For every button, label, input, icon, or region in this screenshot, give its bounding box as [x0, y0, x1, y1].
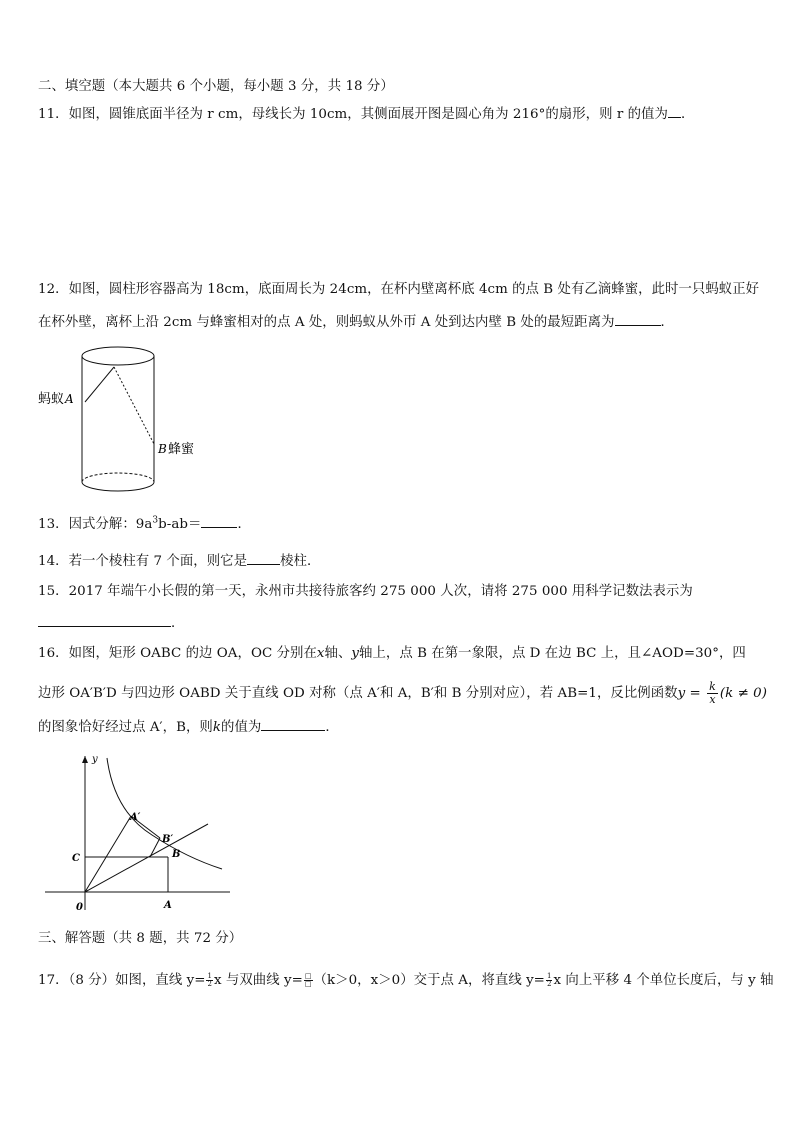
- question-16-text-1: 16．如图，矩形 OABC 的边 OA，OC 分别在: [38, 646, 317, 661]
- cylinder-top-rim: [82, 347, 154, 365]
- question-13-end: ．: [237, 517, 251, 532]
- question-12-end: ．: [660, 315, 674, 330]
- question-12-line-1: 12．如图，圆柱形容器高为 18cm，底面周长为 24cm，在杯内壁离杯底 4cm 的点 B 处有乙滴蜂蜜，此时一只蚂蚁正好: [38, 282, 760, 297]
- section-2-title: 二、填空题（本大题共 6 个小题，每小题 3 分，共 18 分）: [38, 79, 394, 94]
- question-17: [38, 972, 774, 990]
- question-16-end: ．: [325, 720, 339, 735]
- question-16-text-2: 轴、: [324, 646, 352, 661]
- question-16-text-3: 轴上，点 B 在第一象限，点 D 在边 BC 上，且∠AOD=30°，四: [359, 646, 746, 661]
- point-c-label: C: [72, 853, 80, 864]
- function-y: y: [677, 686, 686, 701]
- answer-blank-15[interactable]: [38, 613, 171, 627]
- y-axis-arrow: [82, 756, 88, 763]
- segment-b-prime-d: [150, 838, 160, 857]
- point-b-label: B: [158, 442, 167, 456]
- answer-blank-14[interactable]: [247, 551, 280, 565]
- point-a-label: A: [164, 900, 172, 911]
- fraction-one-half: [206, 973, 213, 988]
- fraction-denominator: 2: [546, 980, 552, 988]
- cylinder-bottom-front: [82, 482, 154, 491]
- exponent: 3: [152, 515, 159, 526]
- y-axis-symbol: y: [351, 646, 360, 661]
- question-13-text: 13．因式分解：9a: [38, 517, 153, 532]
- question-13-expr: b-ab＝: [158, 517, 202, 532]
- point-b-prime-label: B′: [162, 834, 174, 845]
- question-16-line-1: [38, 645, 746, 663]
- point-a-label: A: [65, 392, 74, 406]
- honey-label: 蜂蜜: [168, 442, 195, 457]
- question-17-text-4: x 向上平移 4 个单位长度后，与 y 轴: [553, 973, 774, 988]
- answer-blank-13[interactable]: [201, 514, 237, 528]
- question-16-text-4: 边形 OA′B′D 与四边形 OABD 关于直线 OD 对称（点 A′和 A，B′和 B 分别对应），若 AB=1，反比例函数: [38, 686, 678, 701]
- path-a-to-rim: [85, 367, 114, 402]
- path-rim-to-b: [114, 367, 154, 444]
- fraction-numerator: 1: [207, 972, 212, 980]
- question-16-text-6: 的值为: [221, 720, 262, 735]
- point-b-label: B: [172, 849, 181, 860]
- fraction-numerator: k: [709, 680, 716, 693]
- fraction-denominator: x: [709, 693, 716, 706]
- question-17-text-2: x 与双曲线 y=: [214, 973, 303, 988]
- x-axis-symbol: x: [316, 646, 325, 661]
- point-a-prime-label: A′: [130, 812, 141, 823]
- section-3-title: 三、解答题（共 8 题，共 72 分）: [38, 931, 243, 946]
- equals-sign: =: [685, 686, 706, 701]
- function-condition: (k ≠ 0): [719, 686, 767, 701]
- question-16-text-5: 的图象恰好经过点 A′，B，则: [38, 720, 213, 735]
- question-11-end: ．: [680, 107, 695, 122]
- segment-oa-prime: [85, 816, 131, 892]
- question-12-text: 在杯外壁，离杯上沿 2cm 与蜂蜜相对的点 A 处，则蚂蚁从外帀 A 处到达内壁 B 处的最短距离为: [38, 315, 615, 330]
- ant-label: 蚂蚁: [38, 392, 65, 407]
- question-11: [38, 104, 694, 124]
- line-od: [85, 824, 208, 892]
- question-13: [38, 514, 251, 534]
- y-axis-label: y: [92, 754, 98, 765]
- question-14-text: 14．若一个棱柱有 7 个面，则它是: [38, 554, 248, 569]
- answer-blank-12[interactable]: [615, 312, 661, 326]
- question-16-line-3: [38, 717, 339, 737]
- question-12-line-2: [38, 312, 674, 332]
- fraction-denominator: □: [304, 980, 312, 988]
- answer-blank-11[interactable]: [668, 104, 681, 118]
- answer-blank-16[interactable]: [261, 717, 325, 731]
- fraction-one-half: [546, 973, 553, 988]
- question-15-end: ．: [171, 616, 185, 631]
- fraction-placeholder: [304, 973, 313, 988]
- question-14: [38, 551, 320, 571]
- cylinder-figure: [34, 340, 214, 500]
- question-17-text-1: 17．（8 分）如图，直线 y=: [38, 973, 206, 988]
- fraction-numerator: □: [304, 972, 312, 980]
- coordinate-figure: [40, 750, 235, 915]
- origin-label: 0: [76, 902, 83, 913]
- k-symbol: k: [212, 720, 222, 735]
- question-16-line-2: [38, 681, 767, 706]
- question-15-line-2: [38, 613, 184, 633]
- fraction-denominator: 2: [207, 980, 212, 988]
- cylinder-bottom-back: [82, 473, 154, 482]
- question-15-line-1: 15．2017 年端午小长假的第一天，永州市共接待旅客约 275 000 人次，请将 275 000 用科学记数法表示为: [38, 584, 693, 599]
- fraction-k-over-x: [707, 681, 718, 706]
- question-17-text-3: （k＞0，x＞0）交于点 A，将直线 y=: [313, 973, 545, 988]
- question-14-end: 棱柱．: [280, 554, 321, 569]
- question-11-text: 11．如图，圆锥底面半径为 r cm，母线长为 10cm，其侧面展开图是圆心角为 216°的扇形，则 r 的值为: [38, 107, 668, 122]
- hyperbola-curve: [107, 758, 222, 869]
- fraction-numerator: 1: [546, 972, 552, 980]
